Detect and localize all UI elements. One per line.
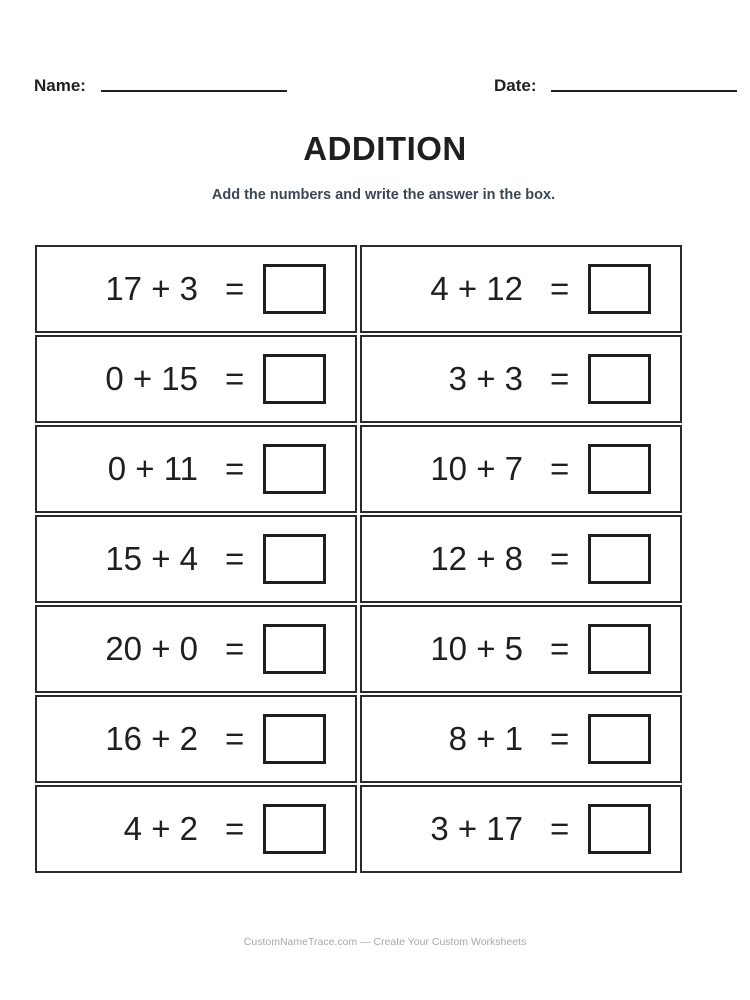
problem-cell xyxy=(35,335,357,423)
problem-cell xyxy=(35,515,357,603)
problem-expression: 8 + 1 xyxy=(448,720,523,757)
problem-cell xyxy=(360,785,682,873)
worksheet-title: ADDITION xyxy=(303,130,467,167)
problem-expression: 3 + 3 xyxy=(448,360,523,397)
equals-sign: = xyxy=(550,360,570,397)
answer-box[interactable] xyxy=(588,534,651,584)
answer-box[interactable] xyxy=(588,624,651,674)
problem-grid xyxy=(35,245,682,875)
problem-cell xyxy=(360,335,682,423)
answer-box[interactable] xyxy=(263,534,326,584)
instructions-text: Add the numbers and write the answer in the box. xyxy=(211,187,556,203)
equals-sign: = xyxy=(550,540,570,577)
answer-box[interactable] xyxy=(263,804,326,854)
equals-sign: = xyxy=(225,720,245,757)
name-field-line[interactable] xyxy=(101,90,287,92)
answer-box[interactable] xyxy=(263,354,326,404)
problem-cell xyxy=(35,425,357,513)
problem-expression: 4 + 12 xyxy=(430,270,523,307)
name-label: Name: xyxy=(34,76,86,95)
problem-expression: 15 + 4 xyxy=(105,540,198,577)
answer-box[interactable] xyxy=(588,264,651,314)
problem-expression: 0 + 11 xyxy=(107,450,198,487)
problem-cell xyxy=(360,425,682,513)
problem-cell xyxy=(35,245,357,333)
footer-credit: CustomNameTrace.com — Create Your Custom Worksheets xyxy=(243,936,527,948)
answer-box[interactable] xyxy=(263,714,326,764)
answer-box[interactable] xyxy=(263,624,326,674)
problem-cell xyxy=(35,695,357,783)
problem-cell xyxy=(360,695,682,783)
equals-sign: = xyxy=(225,810,245,847)
equals-sign: = xyxy=(225,630,245,667)
problem-cell xyxy=(360,245,682,333)
equals-sign: = xyxy=(225,450,245,487)
problem-expression: 10 + 5 xyxy=(430,630,523,667)
problem-expression: 10 + 7 xyxy=(430,450,523,487)
equals-sign: = xyxy=(550,810,570,847)
problem-expression: 3 + 17 xyxy=(430,810,523,847)
problem-expression: 4 + 2 xyxy=(123,810,198,847)
date-label: Date: xyxy=(494,76,537,95)
equals-sign: = xyxy=(225,270,245,307)
answer-box[interactable] xyxy=(588,714,651,764)
problem-cell xyxy=(360,605,682,693)
equals-sign: = xyxy=(550,450,570,487)
answer-box[interactable] xyxy=(588,444,651,494)
answer-box[interactable] xyxy=(588,804,651,854)
equals-sign: = xyxy=(225,360,245,397)
problem-expression: 17 + 3 xyxy=(105,270,198,307)
problem-cell xyxy=(35,605,357,693)
equals-sign: = xyxy=(225,540,245,577)
problem-expression: 20 + 0 xyxy=(105,630,198,667)
answer-box[interactable] xyxy=(588,354,651,404)
problem-cell xyxy=(35,785,357,873)
equals-sign: = xyxy=(550,720,570,757)
problem-cell xyxy=(360,515,682,603)
problem-expression: 12 + 8 xyxy=(430,540,523,577)
problem-expression: 0 + 15 xyxy=(105,360,198,397)
equals-sign: = xyxy=(550,270,570,307)
date-field-line[interactable] xyxy=(551,90,737,92)
equals-sign: = xyxy=(550,630,570,667)
answer-box[interactable] xyxy=(263,444,326,494)
problem-expression: 16 + 2 xyxy=(105,720,198,757)
answer-box[interactable] xyxy=(263,264,326,314)
